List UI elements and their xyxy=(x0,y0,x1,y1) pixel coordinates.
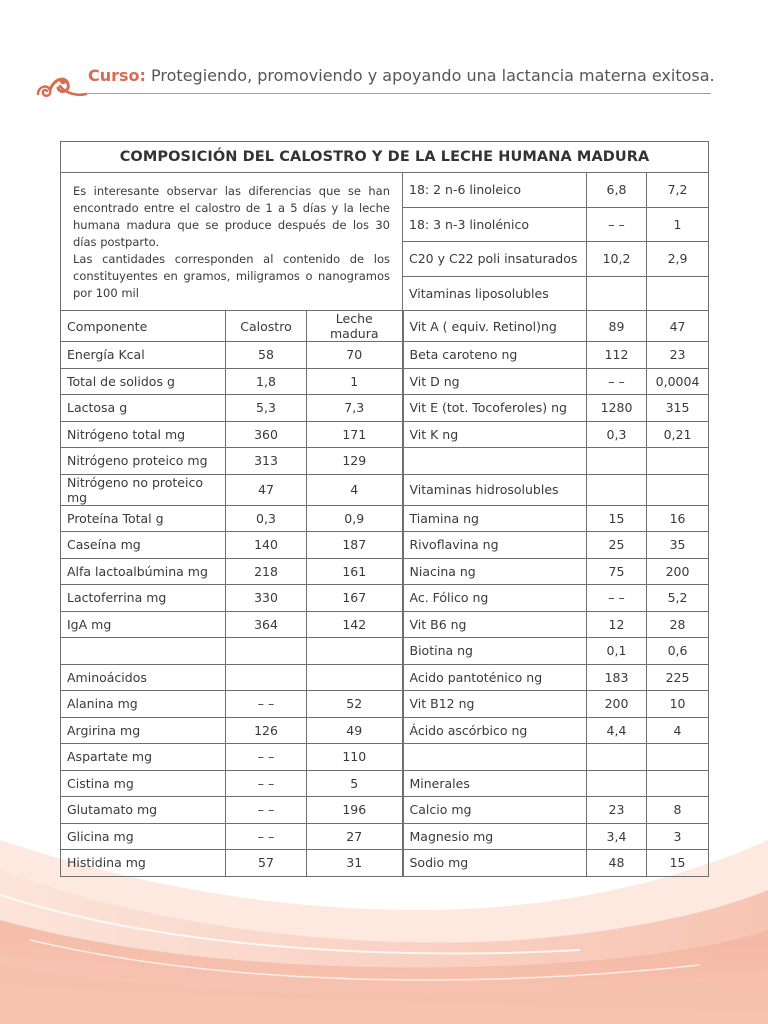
page-header xyxy=(36,60,715,100)
table-cell: Minerales xyxy=(403,770,587,797)
table-row xyxy=(61,448,709,475)
table-cell: Sodio mg xyxy=(403,850,587,877)
table-cell: 0,3 xyxy=(226,505,307,532)
table-cell: Energía Kcal xyxy=(61,342,226,369)
table-cell: 2,9 xyxy=(647,242,709,277)
table-cell: 89 xyxy=(587,311,647,342)
table-cell: Alfa lactoalbúmina mg xyxy=(61,558,226,585)
table-row xyxy=(61,717,709,744)
table-cell xyxy=(647,770,709,797)
table-cell: 315 xyxy=(647,395,709,422)
table-cell: Nitrógeno proteico mg xyxy=(61,448,226,475)
table-cell xyxy=(647,276,709,311)
table-row xyxy=(61,770,709,797)
table-cell: 48 xyxy=(587,850,647,877)
table-cell: 15 xyxy=(587,505,647,532)
table-cell: Niacina ng xyxy=(403,558,587,585)
table-cell: 23 xyxy=(587,797,647,824)
table-cell xyxy=(587,770,647,797)
table-cell: 0,21 xyxy=(647,421,709,448)
table-cell: – – xyxy=(587,368,647,395)
table-row xyxy=(61,850,709,877)
table-cell: 4 xyxy=(647,717,709,744)
table-cell: Calostro xyxy=(226,311,307,342)
table-row xyxy=(61,664,709,691)
table-cell: 16 xyxy=(647,505,709,532)
table-cell: 12 xyxy=(587,611,647,638)
table-cell: 52 xyxy=(307,691,403,718)
table-cell: 161 xyxy=(307,558,403,585)
table-cell: Vit B6 ng xyxy=(403,611,587,638)
table-cell: Rivoflavina ng xyxy=(403,532,587,559)
table-cell: Acido pantoténico ng xyxy=(403,664,587,691)
table-cell: 5 xyxy=(307,770,403,797)
table-cell: 5,2 xyxy=(647,585,709,612)
table-row xyxy=(61,585,709,612)
table-cell: 7,3 xyxy=(307,395,403,422)
table-cell: 25 xyxy=(587,532,647,559)
course-label: Curso: xyxy=(88,66,146,85)
table-cell: 4 xyxy=(307,474,403,505)
table-cell: 28 xyxy=(647,611,709,638)
table-cell xyxy=(403,744,587,771)
table-cell: Total de solidos g xyxy=(61,368,226,395)
table-cell: 47 xyxy=(647,311,709,342)
table-cell: IgA mg xyxy=(61,611,226,638)
table-cell: 0,6 xyxy=(647,638,709,665)
table-cell: 7,2 xyxy=(647,173,709,208)
table-cell xyxy=(226,638,307,665)
table-cell: 330 xyxy=(226,585,307,612)
table-cell: Vitaminas hidrosolubles xyxy=(403,474,587,505)
table-cell: 10 xyxy=(647,691,709,718)
table-cell xyxy=(647,474,709,505)
table-cell: Histidina mg xyxy=(61,850,226,877)
table-cell: 360 xyxy=(226,421,307,448)
table-cell: Nitrógeno no proteico mg xyxy=(61,474,226,505)
table-row xyxy=(61,505,709,532)
table-row xyxy=(61,638,709,665)
table-cell: 18: 2 n-6 linoleico xyxy=(403,173,587,208)
table-cell: Leche madura xyxy=(307,311,403,342)
swirl-ornament-icon xyxy=(36,72,88,102)
table-cell: 140 xyxy=(226,532,307,559)
table-cell: – – xyxy=(226,691,307,718)
table-cell: 112 xyxy=(587,342,647,369)
table-cell xyxy=(587,474,647,505)
table-cell: Glutamato mg xyxy=(61,797,226,824)
table-cell xyxy=(587,276,647,311)
table-row xyxy=(61,395,709,422)
table-cell: 1 xyxy=(647,207,709,242)
table-cell: 57 xyxy=(226,850,307,877)
table-cell: 183 xyxy=(587,664,647,691)
table-cell: Vitaminas liposolubles xyxy=(403,276,587,311)
table-cell xyxy=(307,638,403,665)
table-cell: C20 y C22 poli insaturados xyxy=(403,242,587,277)
table-cell xyxy=(587,744,647,771)
table-cell: 167 xyxy=(307,585,403,612)
table-cell: 196 xyxy=(307,797,403,824)
table-cell: 171 xyxy=(307,421,403,448)
table-cell: 35 xyxy=(647,532,709,559)
table-cell: 70 xyxy=(307,342,403,369)
table-cell: 1 xyxy=(307,368,403,395)
table-cell: 0,9 xyxy=(307,505,403,532)
table-cell: – – xyxy=(226,744,307,771)
table-cell: 49 xyxy=(307,717,403,744)
table-cell: 3,4 xyxy=(587,823,647,850)
table-cell: Proteína Total g xyxy=(61,505,226,532)
composition-table xyxy=(60,141,709,877)
table-cell: 15 xyxy=(647,850,709,877)
table-cell: 27 xyxy=(307,823,403,850)
table-cell: Caseína mg xyxy=(61,532,226,559)
header-rule xyxy=(86,93,711,94)
table-cell: – – xyxy=(226,770,307,797)
table-cell: 31 xyxy=(307,850,403,877)
table-cell xyxy=(403,448,587,475)
table-cell: 0,1 xyxy=(587,638,647,665)
table-cell: 3 xyxy=(647,823,709,850)
table-row xyxy=(61,558,709,585)
table-cell: Vit E (tot. Tocoferoles) ng xyxy=(403,395,587,422)
table-row xyxy=(61,532,709,559)
table-cell: Ac. Fólico ng xyxy=(403,585,587,612)
table-cell: Glicina mg xyxy=(61,823,226,850)
table-cell: 200 xyxy=(587,691,647,718)
table-cell: Aspartate mg xyxy=(61,744,226,771)
table-cell: 126 xyxy=(226,717,307,744)
table-title: COMPOSICIÓN DEL CALOSTRO Y DE LA LECHE HUMANA MADURA xyxy=(61,142,709,173)
table-cell: 18: 3 n-3 linolénico xyxy=(403,207,587,242)
table-cell: 313 xyxy=(226,448,307,475)
table-row xyxy=(61,611,709,638)
table-cell: 58 xyxy=(226,342,307,369)
table-cell: 4,4 xyxy=(587,717,647,744)
table-cell: Tiamina ng xyxy=(403,505,587,532)
intro-text xyxy=(61,173,403,311)
table-cell: 1,8 xyxy=(226,368,307,395)
table-cell: 10,2 xyxy=(587,242,647,277)
table-cell: Beta caroteno ng xyxy=(403,342,587,369)
table-cell xyxy=(307,664,403,691)
table-cell: Magnesio mg xyxy=(403,823,587,850)
table-cell: 142 xyxy=(307,611,403,638)
table-cell: 364 xyxy=(226,611,307,638)
table-cell: Ácido ascórbico ng xyxy=(403,717,587,744)
table-cell: Calcio mg xyxy=(403,797,587,824)
table-row xyxy=(61,421,709,448)
table-cell: 110 xyxy=(307,744,403,771)
table-body xyxy=(61,173,709,877)
table-cell xyxy=(587,448,647,475)
course-line xyxy=(88,66,715,85)
table-row xyxy=(61,474,709,505)
intro-paragraph-1: Es interesante observar las diferencias que se han encontrado entre el calostro de 1 a 5 días y la leche humana madura que se produce después de los 30 días postparto. xyxy=(73,184,390,249)
table-cell: Argirina mg xyxy=(61,717,226,744)
table-cell xyxy=(61,638,226,665)
table-cell xyxy=(226,664,307,691)
table-cell: Componente xyxy=(61,311,226,342)
table-cell: – – xyxy=(587,207,647,242)
table-cell: Vit K ng xyxy=(403,421,587,448)
table-cell xyxy=(647,744,709,771)
table-row xyxy=(61,368,709,395)
table-cell: 6,8 xyxy=(587,173,647,208)
table-cell: Vit B12 ng xyxy=(403,691,587,718)
table-cell: 129 xyxy=(307,448,403,475)
table-cell: 200 xyxy=(647,558,709,585)
table-cell: Vit A ( equiv. Retinol)ng xyxy=(403,311,587,342)
table-row xyxy=(61,173,709,208)
table-cell: 8 xyxy=(647,797,709,824)
table-cell: – – xyxy=(226,823,307,850)
table-cell: – – xyxy=(226,797,307,824)
table-cell: 23 xyxy=(647,342,709,369)
course-title: Protegiendo, promoviendo y apoyando una lactancia materna exitosa. xyxy=(151,66,715,85)
table-cell: 5,3 xyxy=(226,395,307,422)
table-cell: Nitrógeno total mg xyxy=(61,421,226,448)
table-row xyxy=(61,311,709,342)
table-cell: Aminoácidos xyxy=(61,664,226,691)
table-cell: 1280 xyxy=(587,395,647,422)
table-row xyxy=(61,744,709,771)
table-cell: 218 xyxy=(226,558,307,585)
table-cell: Alanina mg xyxy=(61,691,226,718)
table-cell: 0,0004 xyxy=(647,368,709,395)
table-cell xyxy=(647,448,709,475)
table-cell: Biotina ng xyxy=(403,638,587,665)
table-cell: Lactosa g xyxy=(61,395,226,422)
table-row xyxy=(61,823,709,850)
intro-paragraph-2: Las cantidades corresponden al contenido de los constituyentes en gramos, miligramos o nanogramos por 100 mil xyxy=(73,252,390,300)
table-cell: 225 xyxy=(647,664,709,691)
table-cell: 75 xyxy=(587,558,647,585)
table-cell: – – xyxy=(587,585,647,612)
table-cell: 0,3 xyxy=(587,421,647,448)
table-cell: Cistina mg xyxy=(61,770,226,797)
table-row xyxy=(61,342,709,369)
table-cell: Lactoferrina mg xyxy=(61,585,226,612)
table-cell: 187 xyxy=(307,532,403,559)
table-cell: Vit D ng xyxy=(403,368,587,395)
table-row xyxy=(61,797,709,824)
table-row xyxy=(61,691,709,718)
table-cell: 47 xyxy=(226,474,307,505)
